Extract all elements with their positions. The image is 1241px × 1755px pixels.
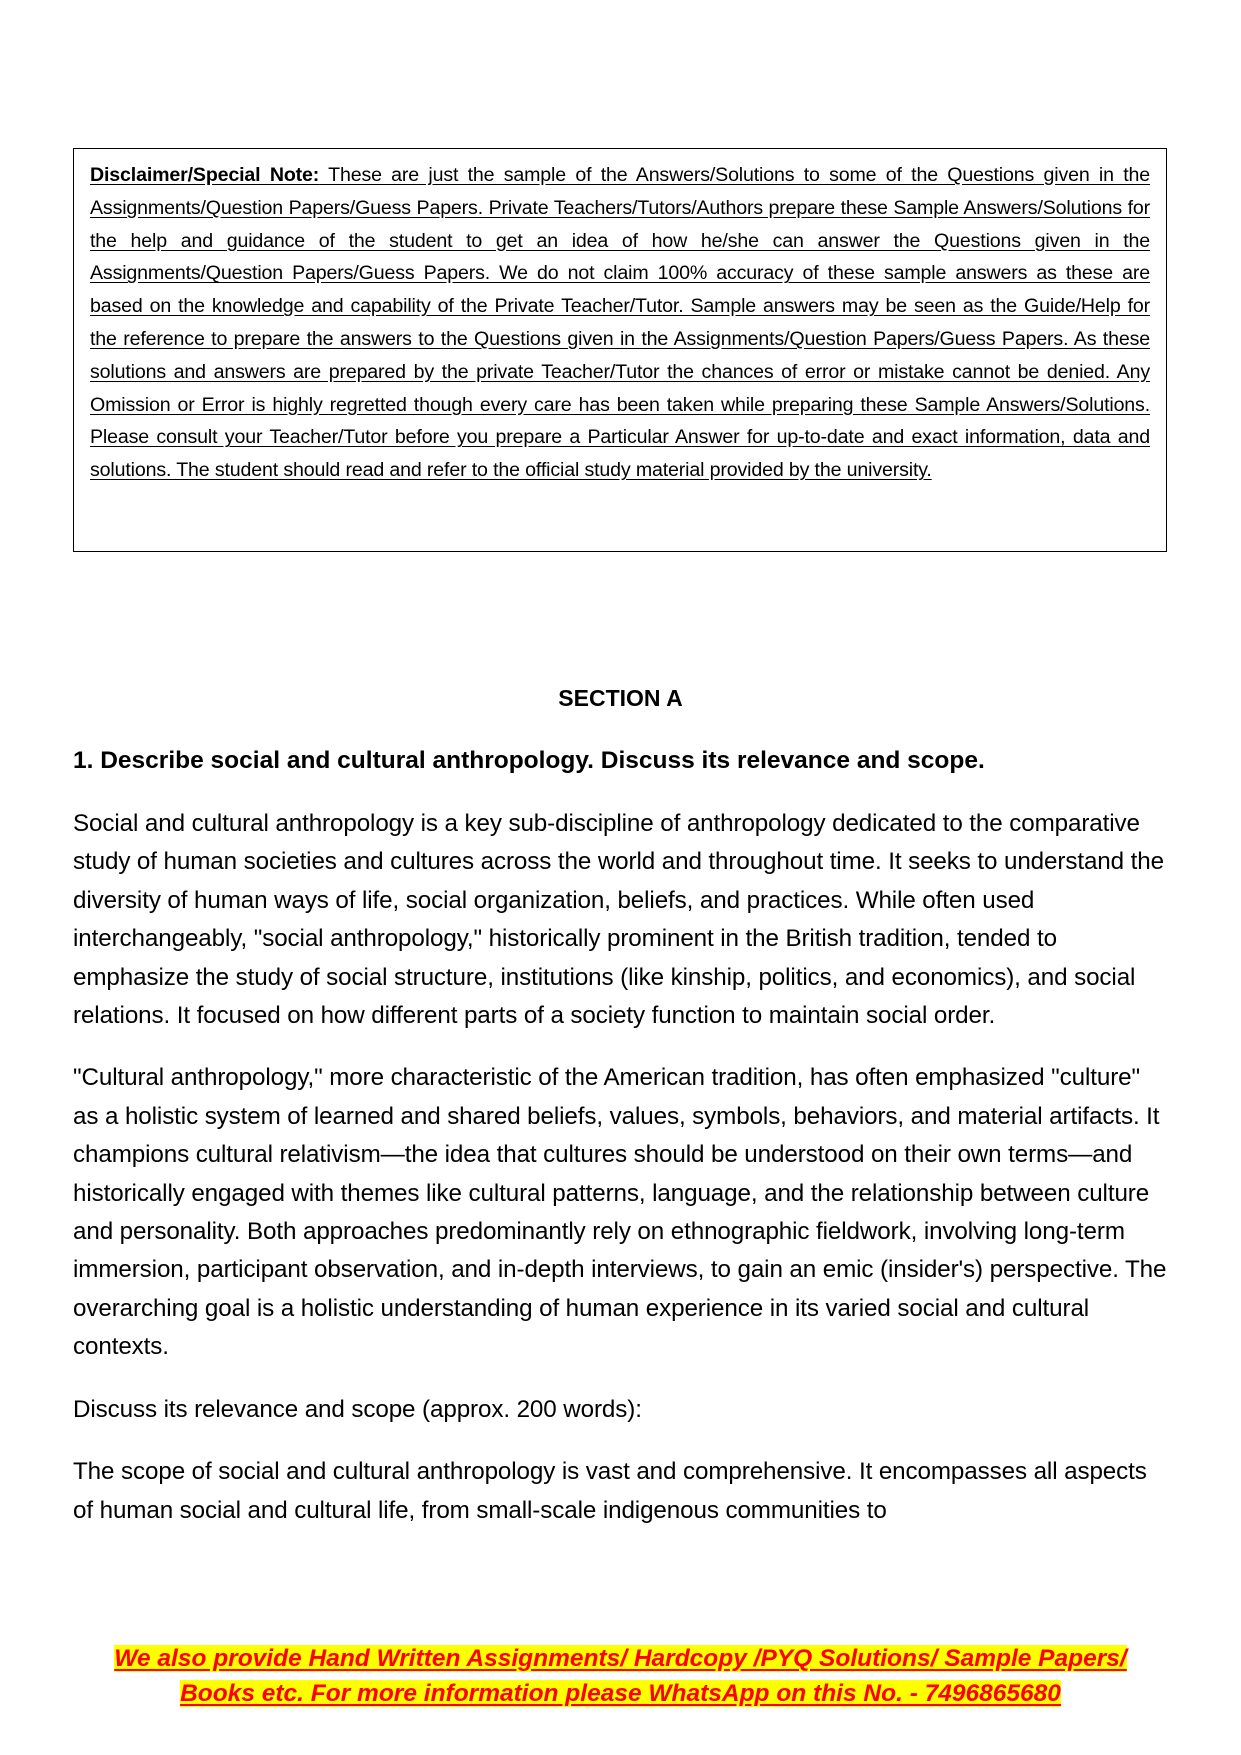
paragraph: Discuss its relevance and scope (approx. 200 words): xyxy=(73,1395,642,1423)
paragraph: The scope of social and cultural anthropology is vast and comprehensive. It encompasses all aspects of human social and cultural life, from small-scale indigenous communities to xyxy=(73,1458,1147,1524)
promo-footer xyxy=(0,1641,1241,1711)
disclaimer-text xyxy=(90,159,1150,487)
paragraph: "Cultural anthropology," more characteristic of the American tradition, has often emphasized "culture" as a holistic system of learned and shared beliefs, values, symbols, behaviors, and material artifacts. It champions cultural relativism—the idea that cultures should be understood on their own terms—and historically engaged with themes like cultural patterns, language, and the relationship between culture and personality. Both approaches predominantly rely on ethnographic fieldwork, involving long-term immersion, participant observation, and in-depth interviews, to gain an emic (insider's) perspective. The overarching goal is a holistic understanding of human experience in its varied social and cultural contexts. xyxy=(73,1064,1167,1361)
answer-body xyxy=(73,805,1170,1554)
question-heading: 1. Describe social and cultural anthropology. Discuss its relevance and scope. xyxy=(73,747,985,774)
promo-line-1: We also provide Hand Written Assignments/ Hardcopy /PYQ Solutions/ Sample Papers/ xyxy=(114,1645,1127,1672)
disclaimer-box xyxy=(73,148,1167,552)
disclaimer-label: Disclaimer/Special Note: xyxy=(90,164,320,186)
section-heading: SECTION A xyxy=(558,685,683,711)
disclaimer-body: These are just the sample of the Answers/Solutions to some of the Questions given in the Assignments/Question Papers/Guess Papers. Private Teachers/Tutors/Authors prepare these Sample Answers/Solutions for the help and guidance of the student to get an idea of how he/she can answer the Questions given in the Assignments/Question Papers/Guess Papers. We do not claim 100% accuracy of these sample answers as these are based on the knowledge and capability of the Private Teacher/Tutor. Sample answers may be seen as the Guide/Help for the reference to prepare the answers to the Questions given in the Assignments/Question Papers/Guess Papers. As these solutions and answers are prepared by the private Teacher/Tutor the chances of error or mistake cannot be denied. Any Omission or Error is highly regretted though every care has been taken while preparing these Sample Answers/Solutions. Please consult your Teacher/Tutor before you prepare a Particular Answer for up-to-date and exact information, data and solutions. The student should read and refer to the official study material provided by the university. xyxy=(90,164,1150,482)
promo-line-2: Books etc. For more information please WhatsApp on this No. - 7496865680 xyxy=(180,1680,1061,1707)
paragraph: Social and cultural anthropology is a key sub-discipline of anthropology dedicated to the comparative study of human societies and cultures across the world and throughout time. It seeks to understand the diversity of human ways of life, social organization, beliefs, and practices. While often used interchangeably, "social anthropology," historically prominent in the British tradition, tended to emphasize the study of social structure, institutions (like kinship, politics, and economics), and social relations. It focused on how different parts of a society function to maintain social order. xyxy=(73,810,1164,1030)
